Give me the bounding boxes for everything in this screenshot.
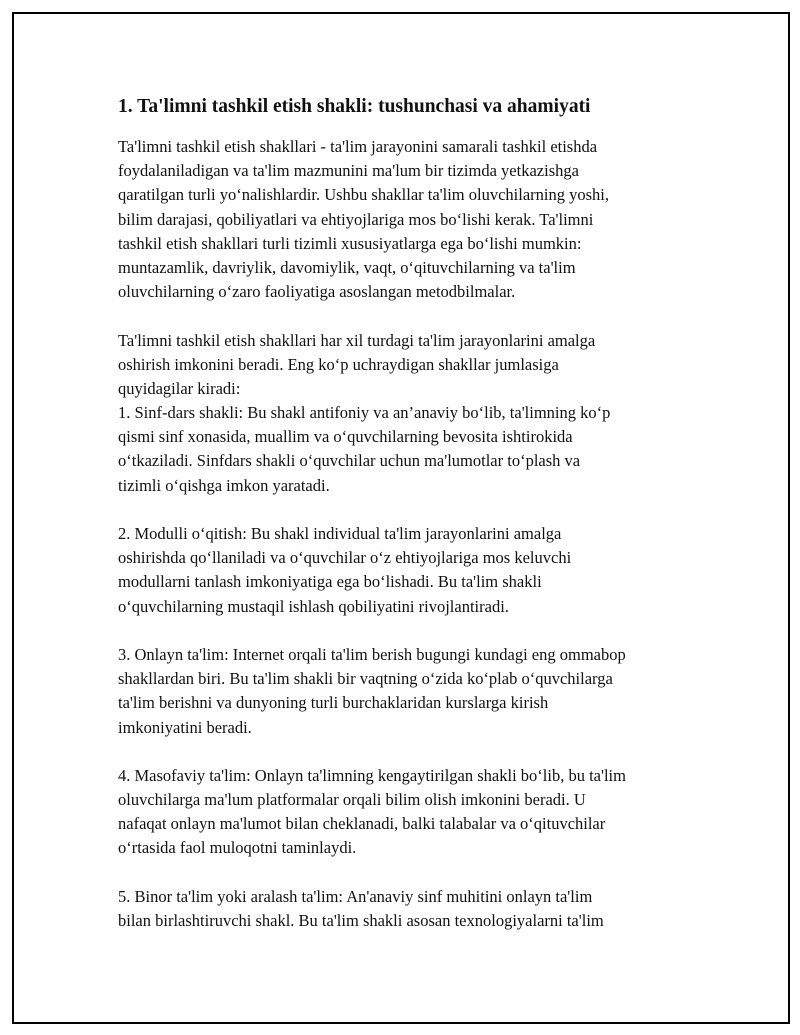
text-line: ta'lim berishni va dunyoning turli burchaklaridan kurslarga kirish: [118, 693, 549, 713]
paragraph-online-learning: [118, 643, 708, 740]
paragraph-blended-learning: [118, 885, 708, 933]
section-heading: 1. Ta'limni tashkil etish shakli: tushunchasi va ahamiyati: [118, 96, 591, 117]
text-line: oluvchilarga ma'lum platformalar orqali bilim olish imkonini beradi. U: [118, 790, 586, 810]
paragraph-spacer: [118, 619, 708, 643]
text-line: 4. Masofaviy ta'lim: Onlayn ta'limning kengaytirilgan shakli bo‘lib, bu ta'lim: [118, 765, 626, 785]
text-line: oluvchilarning o‘zaro faoliyatiga asoslangan metodbilmalar.: [118, 282, 516, 302]
document-body: [118, 94, 708, 933]
paragraph-spacer: [118, 740, 708, 764]
text-line: 1. Sinf-dars shakli: Bu shakl antifoniy va an’anaviy bo‘lib, ta'limning ko‘p: [118, 403, 611, 423]
text-line: o‘rtasida faol muloqotni taminlaydi.: [118, 838, 357, 858]
text-line: tashkil etish shakllari turli tizimli xususiyatlarga ega bo‘lishi mumkin:: [118, 233, 582, 253]
document-page: [12, 12, 790, 1024]
text-line: 3. Onlayn ta'lim: Internet orqali ta'lim berish bugungi kundagi eng ommabop: [118, 644, 626, 664]
paragraph-distance-learning: [118, 764, 708, 861]
paragraph-definition: [118, 135, 708, 304]
text-line: shakllardan biri. Bu ta'lim shakli bir vaqtning o‘zida ko‘plab o‘quvchilarga: [118, 669, 613, 689]
text-line: nafaqat onlayn ma'lumot bilan cheklanadi, balki talabalar va o‘qituvchilar: [118, 814, 606, 834]
paragraph-modular-learning: [118, 522, 708, 619]
paragraph-forms-intro: [118, 329, 708, 498]
text-line: oshirish imkonini beradi. Eng ko‘p uchraydigan shakllar jumlasiga: [118, 354, 559, 374]
text-line: Ta'limni tashkil etish shakllari - ta'lim jarayonini samarali tashkil etishda: [118, 137, 598, 156]
text-line: bilim darajasi, qobiliyatlari va ehtiyojlariga mos bo‘lishi kerak. Ta'limni: [118, 209, 594, 229]
paragraph-spacer: [118, 861, 708, 885]
text-line: muntazamlik, davriylik, davomiylik, vaqt, o‘qituvchilarning va ta'lim: [118, 257, 576, 277]
paragraph-spacer: [118, 498, 708, 522]
text-line: Ta'limni tashkil etish shakllari har xil turdagi ta'lim jarayonlarini amalga: [118, 330, 596, 350]
text-line: foydalaniladigan va ta'lim mazmunini ma'lum bir tizimda yetkazishga: [118, 161, 579, 181]
text-line: qaratilgan turli yo‘nalishlardir. Ushbu shakllar ta'lim oluvchilarning yoshi,: [118, 185, 610, 205]
text-line: 2. Modulli o‘qitish: Bu shakl individual ta'lim jarayonlarini amalga: [118, 524, 562, 543]
text-line: modullarni tanlash imkoniyatiga ega bo‘lishadi. Bu ta'lim shakli: [118, 572, 542, 592]
text-line: oshirishda qo‘llaniladi va o‘quvchilar o‘z ehtiyojlariga mos keluvchi: [118, 548, 572, 568]
text-line: qismi sinf xonasida, muallim va o‘quvchilarning bevosita ishtirokida: [118, 427, 573, 447]
text-line: imkoniyatini beradi.: [118, 717, 252, 737]
text-line: bilan birlashtiruvchi shakl. Bu ta'lim shakli asosan texnologiyalarni ta'lim: [118, 911, 604, 930]
text-line: tizimli o‘qishga imkon yaratadi.: [118, 475, 330, 495]
text-line: quyidagilar kiradi:: [118, 378, 241, 398]
text-line: o‘quvchilarning mustaqil ishlash qobiliyatini rivojlantiradi.: [118, 596, 509, 616]
text-line: 5. Binor ta'lim yoki aralash ta'lim: An'anaviy sinf muhitini onlayn ta'lim: [118, 886, 593, 906]
text-line: o‘tkaziladi. Sinfdars shakli o‘quvchilar uchun ma'lumotlar to‘plash va: [118, 451, 581, 471]
paragraph-spacer: [118, 304, 708, 328]
